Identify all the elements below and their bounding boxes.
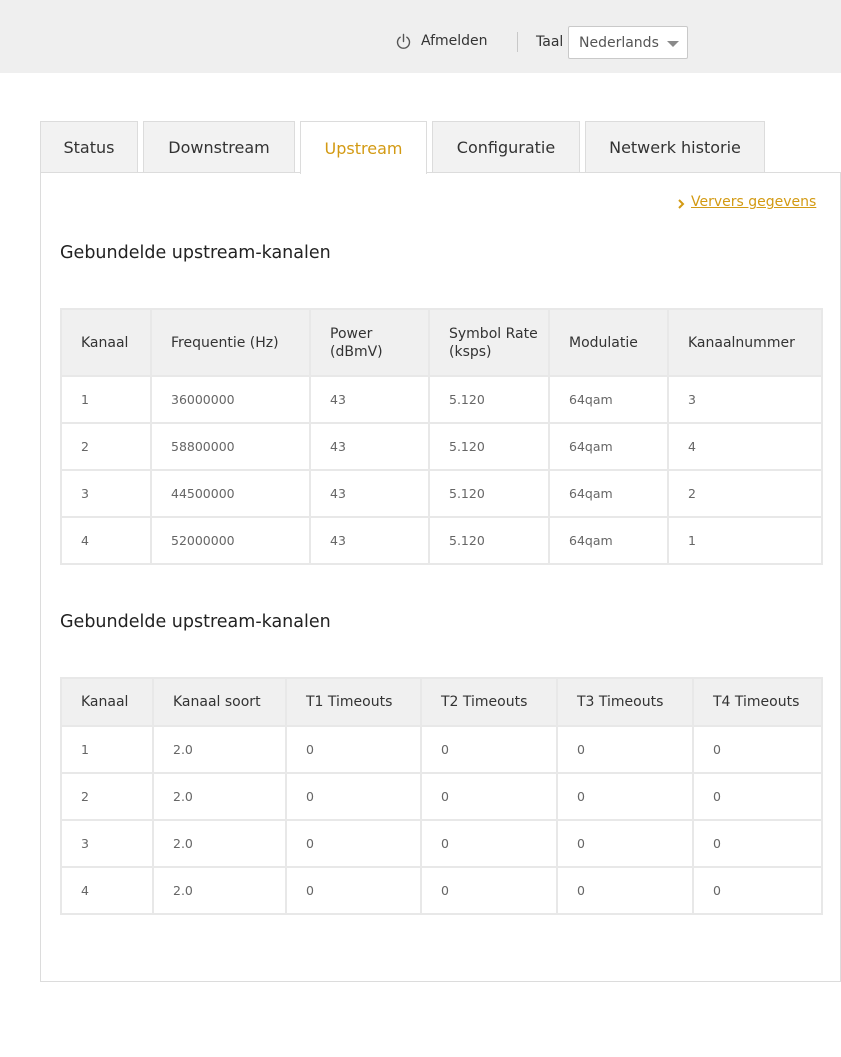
upstream-channels-table: [60, 308, 823, 565]
table-cell: 64qam: [549, 423, 668, 470]
table-row: [61, 423, 822, 470]
tab-downstream[interactable]: [143, 121, 295, 173]
table-cell: 2.0: [153, 820, 286, 867]
table-cell: 43: [310, 470, 429, 517]
table-cell: 3: [668, 376, 822, 423]
table-cell: 2.0: [153, 773, 286, 820]
table-cell: 2: [61, 423, 151, 470]
upstream-timeouts-title: Gebundelde upstream-kanalen: [60, 612, 331, 632]
table-row: [61, 376, 822, 423]
upstream-channels-title: Gebundelde upstream-kanalen: [60, 243, 331, 263]
table-cell: 64qam: [549, 376, 668, 423]
table-row: [61, 820, 822, 867]
table-header-row: [61, 309, 822, 376]
column-header: Frequentie (Hz): [151, 309, 310, 376]
table-row: [61, 773, 822, 820]
table-cell: 0: [286, 773, 421, 820]
table-cell: 3: [61, 470, 151, 517]
table-cell: 1: [61, 376, 151, 423]
table-cell: 0: [693, 726, 822, 773]
table-cell: 1: [61, 726, 153, 773]
table-header-row: [61, 678, 822, 726]
table-cell: 2.0: [153, 726, 286, 773]
table-row: [61, 470, 822, 517]
table-cell: 0: [557, 773, 693, 820]
language-select[interactable]: [568, 26, 688, 59]
column-header: Kanaal soort: [153, 678, 286, 726]
column-header: Modulatie: [549, 309, 668, 376]
table-cell: 2: [668, 470, 822, 517]
table-cell: 36000000: [151, 376, 310, 423]
table-cell: 5.120: [429, 376, 549, 423]
dropdown-caret-icon: [667, 41, 679, 47]
tab-netwerk-historie[interactable]: [585, 121, 765, 173]
table-cell: 0: [421, 820, 557, 867]
table-cell: 0: [557, 867, 693, 914]
language-select-value: Nederlands: [579, 35, 659, 51]
table-cell: 5.120: [429, 470, 549, 517]
table-cell: 4: [668, 423, 822, 470]
table-cell: 4: [61, 517, 151, 564]
upstream-timeouts-table: [60, 677, 823, 915]
table-row: [61, 867, 822, 914]
table-cell: 0: [286, 867, 421, 914]
table-cell: 4: [61, 867, 153, 914]
power-icon: [395, 33, 412, 50]
table-cell: 0: [557, 726, 693, 773]
column-header: T3 Timeouts: [557, 678, 693, 726]
table-cell: 43: [310, 517, 429, 564]
table-cell: 0: [693, 773, 822, 820]
column-header: T1 Timeouts: [286, 678, 421, 726]
top-bar: [0, 0, 841, 73]
table-cell: 43: [310, 376, 429, 423]
table-cell: 0: [286, 726, 421, 773]
table-cell: 5.120: [429, 517, 549, 564]
tab-upstream[interactable]: [300, 121, 427, 174]
column-header: T2 Timeouts: [421, 678, 557, 726]
table-cell: 43: [310, 423, 429, 470]
table-cell: 0: [286, 820, 421, 867]
column-header: Kanaal: [61, 309, 151, 376]
column-header: Power (dBmV): [310, 309, 429, 376]
column-header: Kanaal: [61, 678, 153, 726]
table-cell: 0: [421, 867, 557, 914]
tab-configuratie[interactable]: [432, 121, 580, 173]
table-cell: 0: [421, 773, 557, 820]
table-cell: 5.120: [429, 423, 549, 470]
table-cell: 0: [693, 820, 822, 867]
tab-label: Configuratie: [456, 138, 556, 157]
tab-label: Downstream: [168, 138, 270, 157]
table-cell: 2: [61, 773, 153, 820]
refresh-data-label: Ververs gegevens: [691, 194, 817, 210]
logout-label: Afmelden: [421, 33, 488, 49]
table-cell: 1: [668, 517, 822, 564]
tab-label: Netwerk historie: [609, 138, 741, 157]
tab-label: Status: [63, 138, 115, 157]
table-cell: 3: [61, 820, 153, 867]
column-header: Symbol Rate (ksps): [429, 309, 549, 376]
table-cell: 58800000: [151, 423, 310, 470]
table-cell: 52000000: [151, 517, 310, 564]
table-cell: 0: [693, 867, 822, 914]
table-cell: 2.0: [153, 867, 286, 914]
table-cell: 0: [421, 726, 557, 773]
table-cell: 0: [557, 820, 693, 867]
column-header: T4 Timeouts: [693, 678, 822, 726]
refresh-data-link[interactable]: [676, 194, 816, 211]
table-row: [61, 726, 822, 773]
table-cell: 64qam: [549, 517, 668, 564]
tab-label: Upstream: [324, 138, 403, 158]
tab-status[interactable]: [40, 121, 138, 173]
chevron-right-icon: [676, 196, 686, 210]
logout-button[interactable]: [395, 32, 488, 50]
column-header: Kanaalnummer: [668, 309, 822, 376]
language-label: Taal: [536, 34, 564, 50]
table-row: [61, 517, 822, 564]
table-cell: 44500000: [151, 470, 310, 517]
header-divider: [517, 32, 518, 52]
table-cell: 64qam: [549, 470, 668, 517]
